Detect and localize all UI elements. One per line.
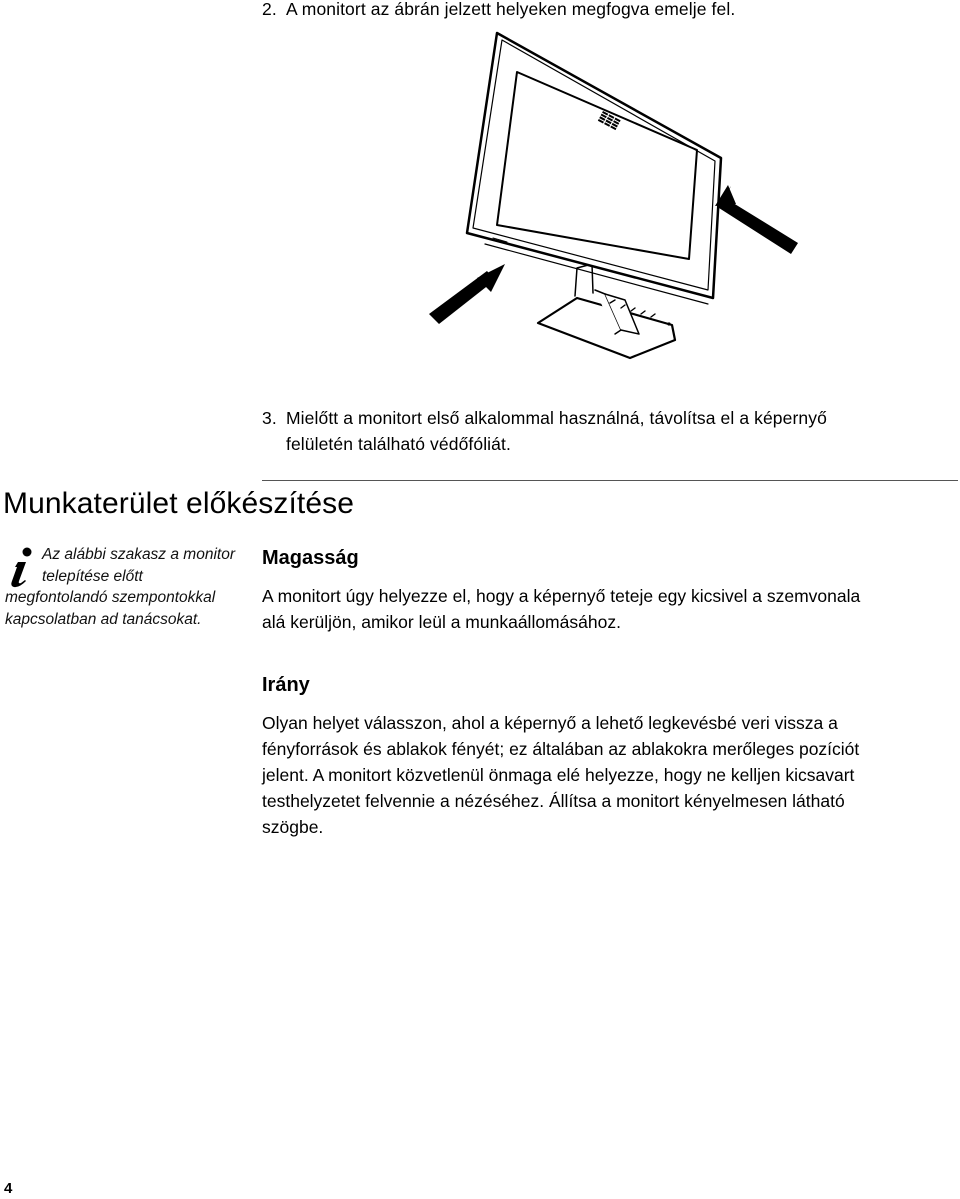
text-line: fényforrások és ablakok fényét; ez általában az ablakokra merőleges pozíciót bbox=[262, 739, 860, 759]
text-line: A monitort úgy helyezze el, hogy a képernyő teteje egy kicsivel a szemvonala bbox=[262, 586, 861, 606]
page-number: 4 bbox=[4, 1180, 13, 1197]
info-note-line-4: kapcsolatban ad tanácsokat. bbox=[5, 610, 202, 628]
text-line: jelent. A monitort közvetlenül önmaga elé helyezze, hogy ne kelljen kicsavart bbox=[262, 765, 855, 785]
info-note-line-3: megfontolandó szempontokkal bbox=[5, 589, 216, 606]
step-number: 3. bbox=[262, 408, 277, 428]
monitor-lift-illustration bbox=[425, 28, 805, 373]
text-line: szögbe. bbox=[262, 817, 324, 837]
subsection-text-direction bbox=[262, 710, 958, 840]
step-number: 2. bbox=[262, 0, 277, 19]
info-note-line-1: Az alábbi szakasz a monitor bbox=[42, 546, 235, 563]
subsection-text-height bbox=[262, 583, 958, 635]
subsection-heading-direction: Irány bbox=[262, 674, 310, 696]
info-note bbox=[5, 544, 255, 630]
step-text-line-1: Mielőtt a monitort első alkalommal használná, távolítsa el a képernyő bbox=[286, 408, 827, 428]
step-text: A monitort az ábrán jelzett helyeken megfogva emelje fel. bbox=[286, 0, 736, 19]
step-2 bbox=[262, 0, 960, 22]
text-line: testhelyzetet felvennie a nézéséhez. Állítsa a monitort kényelmesen látható bbox=[262, 791, 845, 811]
subsection-heading-height: Magasság bbox=[262, 547, 359, 569]
step-text-line-2: felületén található védőfóliát. bbox=[286, 434, 511, 454]
text-line: Olyan helyet válasszon, ahol a képernyő a lehető legkevésbé veri vissza a bbox=[262, 713, 838, 733]
section-title: Munkaterület előkészítése bbox=[3, 487, 355, 520]
text-line: alá kerüljön, amikor leül a munkaállomásához. bbox=[262, 612, 621, 632]
info-note-line-2: telepítése előtt bbox=[42, 567, 143, 585]
step-3 bbox=[262, 405, 960, 457]
section-divider bbox=[262, 480, 958, 481]
